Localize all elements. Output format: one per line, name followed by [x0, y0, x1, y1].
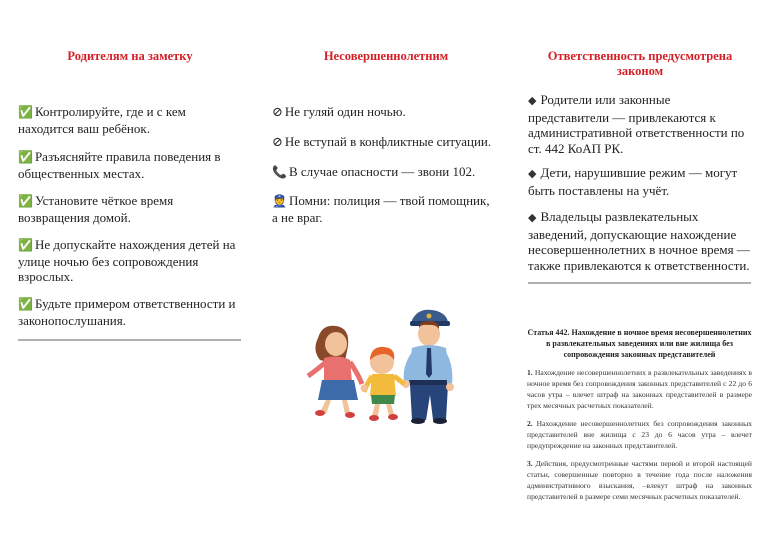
boy-figure [364, 347, 404, 421]
parents-tip-1: ✅ Контролируйте, где и с кем находится ваш ребёнок. [18, 104, 186, 136]
minors-tip-1: ⊘ Не гуляй один ночью. [272, 104, 406, 119]
law-paragraph-3: 3. Действия, предусмотренные частями первой и второй настоящей статьи, совершенные повторно в течение года после наложения административного взыскания, –влекут штраф на законных представителей в размере семи месячных расчетных показателей. [527, 459, 752, 501]
parents-heading: Родителям на заметку [67, 49, 193, 63]
prohibited-icon: ⊘ [272, 104, 283, 119]
check-icon: ✅ [18, 105, 33, 119]
police-with-children-illustration [300, 300, 460, 425]
law-article-title: Статья 442. Нахождение в ночное время несовершеннолетних в развлекательных заведениях или вне жилища без сопровождения законных представителей [527, 328, 752, 359]
phone-icon: 📞 [272, 165, 287, 179]
law-paragraph-2: 2. Нахождение несовершеннолетних без сопровождения законных представителей вне жилища с 23 до 6 часов утра – влечет предупреждение на законных представителей. [527, 419, 752, 450]
law-paragraph-1: 1. Нахождение несовершеннолетних в развлекательных заведениях в ночное время без сопровождения законных представителей с 22 до 6 часов утра – влечет штраф на законных представителей в размере трех месячных расчетных показателей. [527, 368, 752, 410]
check-icon: ✅ [18, 297, 33, 311]
responsibility-point-2: ◆ Дети, нарушившие режим — могут быть поставлены на учёт. [528, 165, 738, 198]
minors-tip-4: 👮 Помни: полиция — твой помощник, а не враг. [272, 193, 490, 225]
check-icon: ✅ [18, 238, 33, 252]
responsibility-point-1: ◆ Родители или законные представители — привлекаются к административной ответственности по ст. 442 КоАП РК. [528, 92, 745, 156]
law-article-excerpt [527, 327, 752, 502]
girl-figure [308, 326, 368, 418]
check-icon: ✅ [18, 150, 33, 164]
police-officer-icon: 👮 [272, 194, 287, 208]
parents-tip-2: ✅ Разъясняйте правила поведения в общественных местах. [18, 149, 221, 181]
parents-tip-5: ✅ Будьте примером ответственности и законопослушания. [18, 296, 236, 328]
minors-tip-3: 📞 В случае опасности — звони 102. [272, 164, 476, 179]
minors-heading: Несовершеннолетним [323, 49, 449, 63]
responsibility-heading: Ответственность предусмотрена законом [547, 49, 733, 78]
diamond-bullet-icon: ◆ [528, 95, 537, 107]
police-officer-figure [402, 310, 454, 424]
responsibility-point-3: ◆ Владельцы развлекательных заведений, допускающие нахождение несовершеннолетних в ночное время — также привлекаются к ответственности. [528, 209, 750, 273]
diamond-bullet-icon: ◆ [528, 212, 537, 224]
diamond-bullet-icon: ◆ [528, 168, 537, 180]
divider [18, 339, 241, 341]
check-icon: ✅ [18, 194, 33, 208]
parents-tip-4: ✅ Не допускайте нахождения детей на улице ночью без сопровождения взрослых. [18, 237, 236, 284]
minors-tip-2: ⊘ Не вступай в конфликтные ситуации. [272, 134, 492, 149]
divider [528, 282, 751, 284]
prohibited-icon: ⊘ [272, 134, 283, 149]
parents-tip-3: ✅ Установите чёткое время возвращения домой. [18, 193, 174, 225]
